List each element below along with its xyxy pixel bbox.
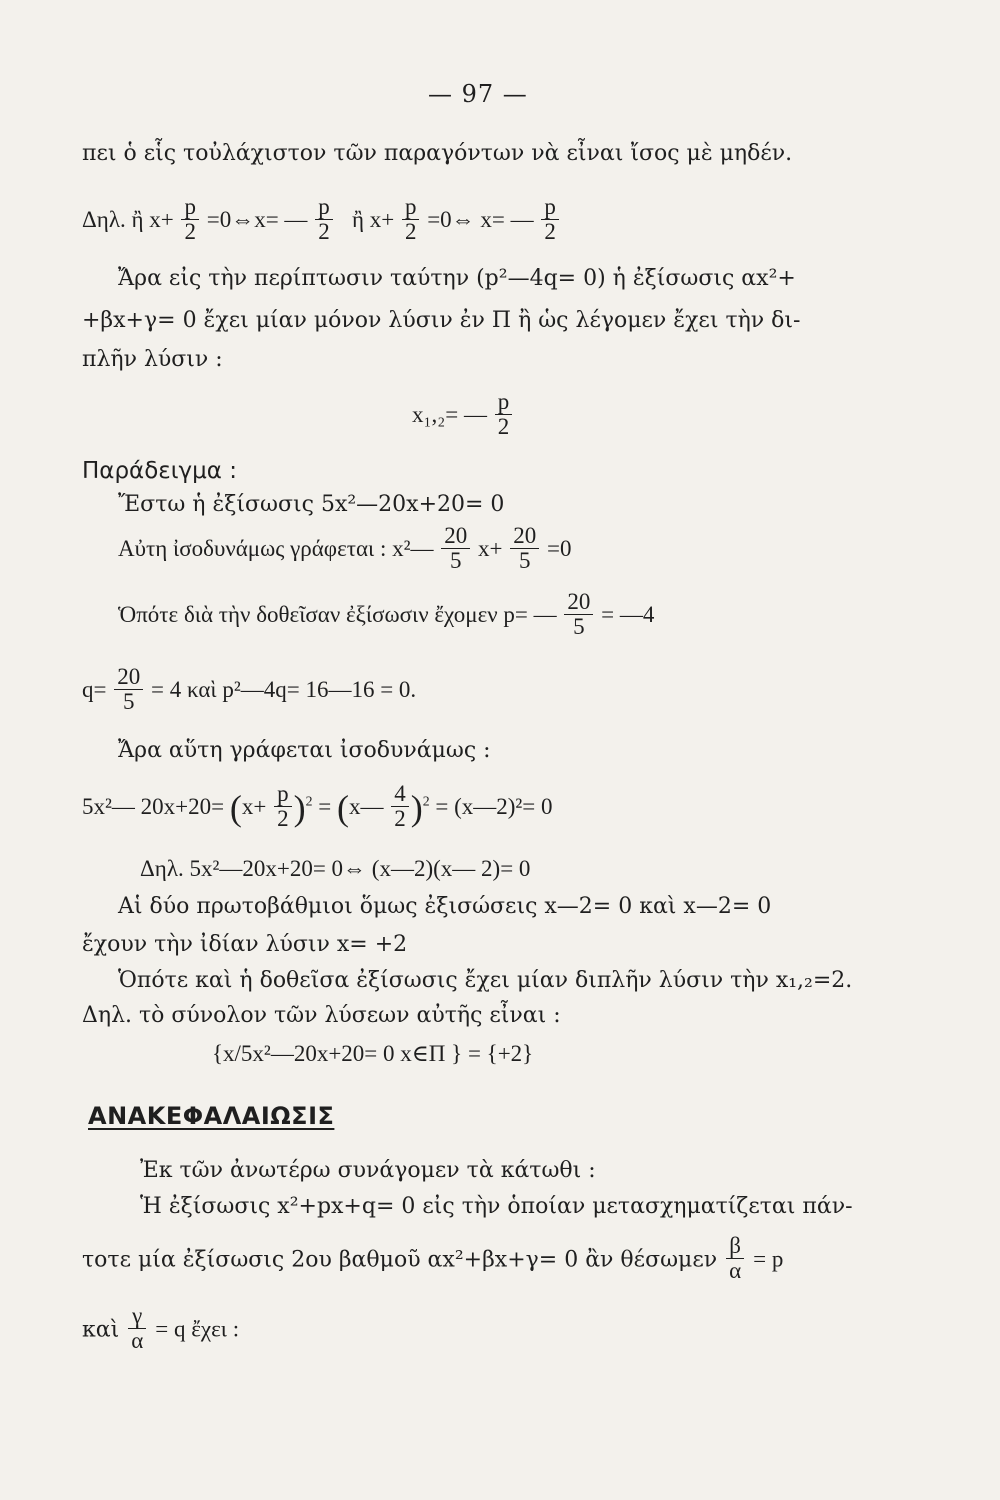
summary-line-3: [82, 1233, 784, 1285]
sum4-end: = q ἔχει :: [155, 1316, 240, 1342]
fraction-p-over-2-b: [315, 195, 333, 244]
para1-line1: Ἄρα εἰς τὴν περίπτωσιν ταύτην (p²—4q= 0) ἡ ἐξίσωσις αx²+: [118, 266, 796, 291]
eq2-part-d: =0⇔ x= —: [427, 206, 534, 232]
eq2-part-c: ἢ x+: [351, 206, 395, 232]
example-line-10: Ὁπότε καὶ ἡ δοθεῖσα ἐξίσωσις ἔχει μίαν διπλῆν λύσιν τὴν x₁,₂=2.: [118, 968, 853, 993]
frac-num: 20: [564, 590, 593, 615]
frac-den: 5: [573, 614, 585, 640]
frac-den: 5: [450, 548, 462, 574]
fraction-beta-over-alpha: [726, 1234, 744, 1283]
fraction-20-over-5-c: [564, 590, 593, 639]
eq2-part-a: Δηλ. ἢ x+: [82, 206, 174, 232]
example-line-4: [82, 664, 417, 716]
ex6-a: x+: [241, 793, 267, 819]
fraction-p-over-2-a: [181, 195, 199, 244]
frac-den: α: [131, 1328, 144, 1354]
example-line-6: [82, 781, 553, 833]
equation-line-2: [82, 194, 561, 246]
frac-num: β: [726, 1234, 744, 1259]
text-line-1: πει ὁ εἷς τοὐλάχιστον τῶν παραγόντων νὰ εἶναι ἴσος μὲ μηδέν.: [82, 141, 793, 166]
fraction-20-over-5-d: [114, 665, 143, 714]
example-line-7: Δηλ. 5x²—20x+20= 0⇔ (x—2)(x— 2)= 0: [140, 856, 531, 881]
ex2-mid: x+: [478, 535, 503, 561]
fraction-p-over-2-d: [541, 195, 559, 244]
frac-den: 5: [122, 689, 135, 715]
close-paren: ): [293, 787, 306, 828]
fraction-gamma-over-alpha: [128, 1304, 146, 1353]
square-exponent: 2: [422, 793, 430, 809]
example-line-5: Ἄρα αὕτη γράφεται ἰσοδυνάμως :: [118, 738, 491, 763]
summary-line-2: Ἡ ἐξίσωσις x²+px+q= 0 εἰς τὴν ὁποίαν μετασχηματίζεται πάν-: [140, 1194, 853, 1219]
frac-den: 2: [394, 806, 406, 832]
open-paren: (: [336, 787, 349, 828]
double-root-formula: [412, 389, 514, 441]
frac-num: 20: [441, 524, 470, 549]
example-line-1: Ἔστω ἡ ἐξίσωσις 5x²—20x+20= 0: [118, 492, 505, 517]
example-label: Παράδειγμα :: [82, 458, 237, 484]
ex6-c: x—: [348, 793, 384, 819]
para1-line2: +βx+γ= 0 ἔχει μίαν μόνον λύσιν ἐν Π ἢ ὡς λέγομεν ἔχει τὴν δι-: [82, 308, 801, 333]
frac-den: 2: [184, 219, 196, 245]
frac-den: 2: [497, 414, 510, 440]
frac-num: p: [315, 195, 333, 220]
frac-den: 2: [544, 219, 556, 245]
ex6-end: = (x—2)²= 0: [435, 793, 553, 819]
summary-line-4: [82, 1303, 240, 1355]
summary-line-1: Ἐκ τῶν ἀνωτέρω συνάγομεν τὰ κάτωθι :: [140, 1158, 596, 1183]
frac-num: p: [495, 390, 513, 415]
fraction-20-over-5-a: [441, 524, 470, 573]
x12-left: x₁,₂= —: [412, 401, 488, 427]
frac-num: p: [402, 195, 420, 220]
frac-num: p: [181, 195, 199, 220]
sum4-start: καὶ: [82, 1317, 120, 1343]
ex3-text: Ὁπότε διὰ τὴν δοθεῖσαν ἐξίσωσιν ἔχομεν p= —: [118, 601, 557, 627]
frac-num: 20: [510, 524, 539, 549]
ex6-b: =: [318, 793, 332, 819]
eq2-part-b: =0⇔x= —: [206, 206, 308, 232]
section-title-summary: ΑΝΑΚΕΦΑΛΑΙΩΣΙΣ: [88, 1102, 335, 1130]
ex2-text: Αὐτη ἰσοδυνάμως γράφεται : x²—: [118, 535, 434, 561]
ex4-start: q=: [82, 676, 107, 702]
example-line-8: Αἱ δύο πρωτοβάθμιοι ὅμως ἐξισώσεις x—2= 0 καὶ x—2= 0: [118, 894, 772, 919]
fraction-4-over-2: [391, 782, 409, 831]
example-line-9: ἔχουν τὴν ἰδίαν λύσιν x= +2: [82, 932, 408, 957]
frac-num: 20: [114, 665, 143, 690]
frac-num: 4: [391, 782, 409, 807]
frac-den: 2: [277, 806, 289, 832]
frac-den: 5: [518, 548, 531, 574]
frac-den: α: [729, 1258, 742, 1284]
ex6-start: 5x²— 20x+20=: [82, 793, 225, 819]
para1-line3: πλῆν λύσιν :: [82, 347, 223, 372]
fraction-20-over-5-b: [510, 524, 539, 573]
example-line-11: Δηλ. τὸ σύνολον τῶν λύσεων αὐτῆς εἶναι :: [82, 1003, 561, 1028]
frac-den: 2: [318, 219, 330, 245]
fraction-p-over-2-root: [495, 390, 513, 439]
ex2-end: =0: [546, 535, 572, 561]
open-paren: (: [229, 787, 242, 828]
solution-set: {x/5x²—20x+20= 0 x∈Π } = {+2}: [212, 1041, 534, 1066]
close-paren: ): [410, 787, 423, 828]
fraction-p-over-2-c: [402, 195, 420, 244]
ex4-end: = 4 καὶ p²—4q= 16—16 = 0.: [150, 676, 417, 702]
sum3-text: τοτε μία ἐξίσωσις 2ου βαθμοῦ αx²+βx+γ= 0 ἂν θέσωμεν: [82, 1247, 718, 1273]
frac-num: p: [541, 195, 559, 220]
example-line-2: [118, 523, 572, 575]
square-exponent: 2: [305, 793, 313, 809]
frac-num: γ: [128, 1304, 146, 1329]
ex3-end: = —4: [601, 601, 655, 627]
sum3-end: = p: [753, 1246, 784, 1272]
page-number: — 97 —: [428, 80, 528, 108]
example-line-3: [118, 589, 655, 641]
frac-num: p: [274, 782, 292, 807]
frac-den: 2: [404, 219, 417, 245]
fraction-p-over-2-e: [274, 782, 292, 831]
